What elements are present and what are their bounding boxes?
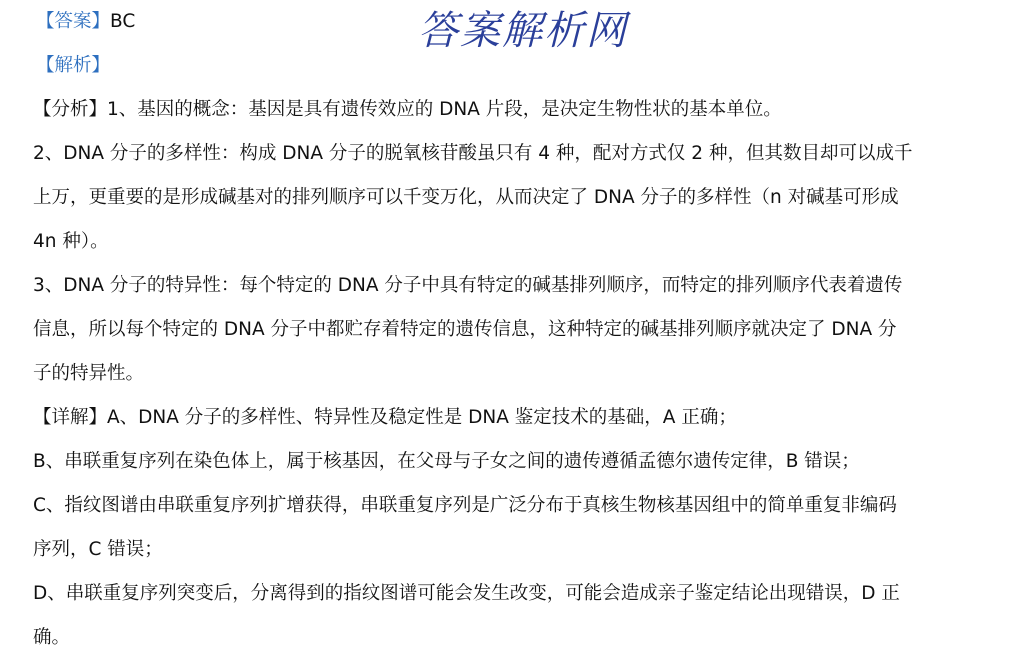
text-line-11: 序列，C 错误； bbox=[33, 539, 163, 560]
analysis-label: 【解析】 bbox=[36, 55, 111, 76]
text-line-12: D、串联重复序列突变后，分离得到的指纹图谱可能会发生改变，可能会造成亲子鉴定结论出现错误，D 正 bbox=[33, 583, 900, 604]
text-line-6: 信息，所以每个特定的 DNA 分子中都贮存着特定的遗传信息，这种特定的碱基排列顺序就决定了 DNA 分 bbox=[33, 319, 897, 340]
text-line-2: 2、DNA 分子的多样性：构成 DNA 分子的脱氧核苷酸虽只有 4 种，配对方式仅 2 种，但其数目却可以成千 bbox=[33, 143, 913, 164]
text-line-3: 上万，更重要的是形成碱基对的排列顺序可以千变万化，从而决定了 DNA 分子的多样性（n 对碱基可形成 bbox=[33, 187, 899, 208]
watermark-logo: 答案解析网 bbox=[418, 8, 628, 54]
text-line-7: 子的特异性。 bbox=[33, 363, 145, 384]
text-line-8: 【详解】A、DNA 分子的多样性、特异性及稳定性是 DNA 鉴定技术的基础，A 正确； bbox=[33, 407, 737, 428]
answer-label: 【答案】 bbox=[36, 11, 111, 32]
text-line-10: C、指纹图谱由串联重复序列扩增获得，串联重复序列是广泛分布于真核生物核基因组中的简单重复非编码 bbox=[33, 495, 897, 516]
answer-row bbox=[36, 10, 135, 34]
answer-value: BC bbox=[110, 11, 136, 32]
text-line-5: 3、DNA 分子的特异性：每个特定的 DNA 分子中具有特定的碱基排列顺序，而特定的排列顺序代表着遗传 bbox=[33, 275, 903, 296]
text-line-4: 4n 种）。 bbox=[33, 231, 109, 252]
text-line-1: 【分析】1、基因的概念：基因是具有遗传效应的 DNA 片段，是决定生物性状的基本单位。 bbox=[33, 99, 782, 120]
text-line-9: B、串联重复序列在染色体上，属于核基因，在父母与子女之间的遗传遵循孟德尔遗传定律，B 错误； bbox=[33, 451, 860, 472]
text-line-13: 确。 bbox=[33, 627, 71, 648]
